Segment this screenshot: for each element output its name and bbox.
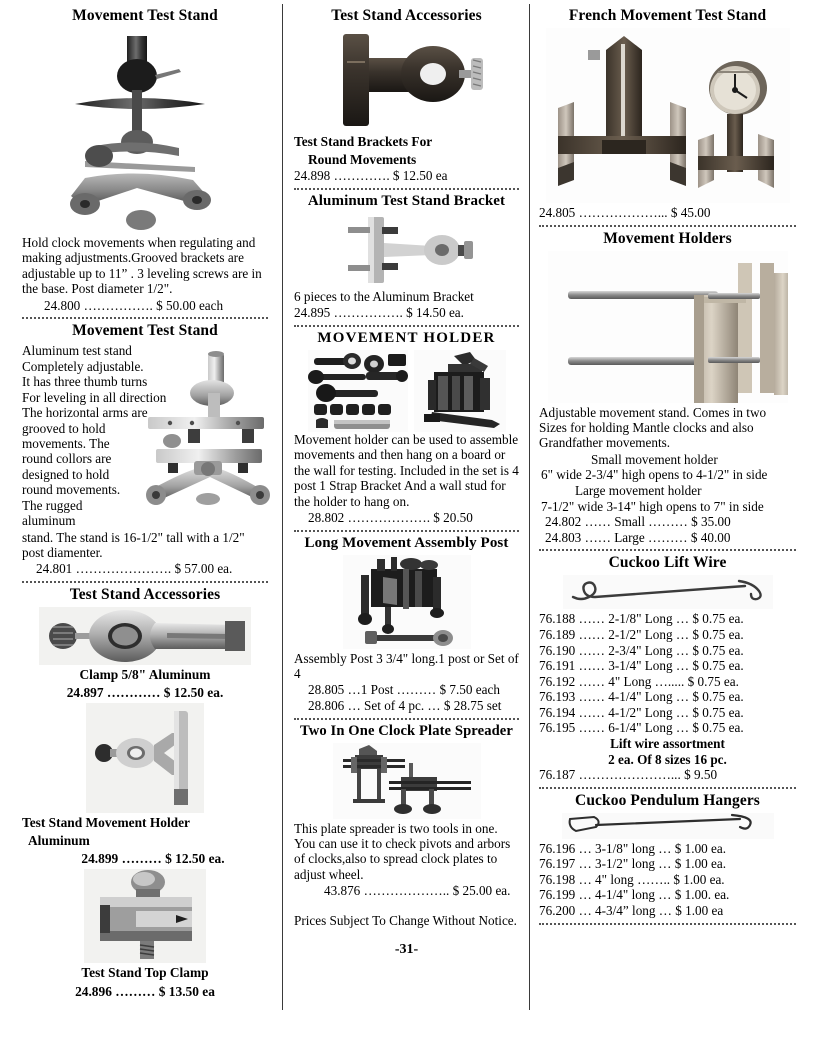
- product-description: 6 pieces to the Aluminum Bracket: [294, 288, 474, 304]
- column-1: [0, 0, 282, 1000]
- column-2: [282, 0, 529, 972]
- assortment-label: Lift wire assortment: [610, 735, 725, 751]
- long-assembly-post-photo: [343, 555, 471, 649]
- product-movement-holders: [539, 230, 796, 546]
- section-separator: [294, 188, 519, 190]
- desc-line: Aluminum test stand: [22, 343, 132, 359]
- test-stand-movement-holder-photo: [86, 703, 204, 813]
- product-aluminum-movement-test-stand: [22, 322, 268, 577]
- product-heading: Aluminum Test Stand Bracket: [307, 192, 506, 209]
- product-heading: Long Movement Assembly Post: [304, 534, 509, 551]
- price-line: 24.803 …… Large ……… $ 40.00: [545, 529, 731, 545]
- product-cuckoo-pendulum-hangers: [539, 792, 796, 919]
- price-line: 24.800 ……………. $ 50.00 each: [44, 297, 224, 313]
- section-separator: [294, 325, 519, 327]
- movement-holder-parts-photo: [308, 350, 408, 432]
- desc-line: The horizontal arms are: [22, 405, 148, 421]
- price-line: 76.198 … 4" long …….. $ 1.00 ea.: [539, 871, 725, 887]
- price-line: 76.188 …… 2-1/8" Long … $ 0.75 ea.: [539, 611, 744, 627]
- size-subhead: Small movement holder: [591, 451, 718, 467]
- desc-line: grooved to hold: [22, 420, 106, 436]
- price-line: 24.898 …………. $ 12.50 ea: [294, 168, 448, 184]
- price-line: 24.805 ………………... $ 45.00: [539, 205, 711, 220]
- price-line: 76.189 …… 2-1/2" Long … $ 0.75 ea.: [539, 626, 744, 642]
- clamp-aluminum-photo: [39, 607, 251, 665]
- product-heading: Test Stand Accessories: [69, 586, 221, 604]
- french-movement-test-stand-photo: [546, 28, 790, 203]
- price-line: 76.196 … 3-1/8" long … $ 1.00 ea.: [539, 840, 727, 856]
- product-description: Adjustable movement stand. Comes in two Sizes for holding Mantle clocks and also Grandfather movements.: [539, 404, 767, 451]
- desc-line: Completely adjustable.: [22, 358, 144, 374]
- product-caption: Test Stand Movement Holder: [22, 815, 190, 831]
- product-french-movement-test-stand: [539, 7, 796, 221]
- section-separator: [22, 317, 268, 319]
- product-description: Assembly Post 3 3/4" long.1 post or Set of 4: [294, 650, 519, 681]
- product-heading: Two In One Clock Plate Spreader: [300, 722, 513, 739]
- price-line: 76.199 … 4-1/4" long … $ 1.00. ea.: [539, 887, 730, 903]
- desc-line: round movements.: [22, 482, 121, 498]
- price-line: 24.801 …………………. $ 57.00 ea.: [36, 561, 233, 577]
- size-spec: 6" wide 2-3/4" high opens to 4-1/2" in side: [541, 467, 768, 483]
- price-line: 28.802 ………………. $ 20.50: [308, 509, 473, 525]
- product-description: [22, 343, 182, 528]
- product-long-movement-assembly-post: [294, 535, 519, 714]
- product-description-tail: stand. The stand is 16-1/2" tall with a 1/2" post diamenter.: [22, 529, 245, 561]
- size-subhead: Large movement holder: [575, 483, 702, 499]
- movement-holder-photos: [294, 350, 519, 432]
- price-line: 76.187 …………………... $ 9.50: [539, 767, 718, 783]
- section-separator: [294, 530, 519, 532]
- prices-notice: Prices Subject To Change Without Notice.: [294, 912, 517, 928]
- product-test-stand-accessories: [22, 586, 268, 1000]
- price-line: 28.806 … Set of 4 pc. … $ 28.75 set: [308, 697, 502, 713]
- product-movement-holder: [294, 330, 519, 526]
- price-line: 43.876 ……………….. $ 25.00 ea.: [324, 883, 511, 899]
- product-clock-plate-spreader: [294, 723, 519, 959]
- price-line: 24.895 ……………. $ 14.50 ea.: [294, 305, 464, 321]
- page-number: -31-: [394, 942, 419, 958]
- movement-holder-assembled-photo: [414, 350, 506, 432]
- price-line: 76.194 …… 4-1/2" Long … $ 0.75 ea.: [539, 704, 744, 720]
- test-stand-top-clamp-photo: [84, 869, 206, 963]
- product-description: Hold clock movements when regulating and making adjustments.Grooved brackets are adjustable up to 11” . 3 leveling screws are in the base. Post diameter 1/2".: [22, 235, 262, 297]
- cuckoo-pendulum-hanger-photo: [562, 813, 774, 839]
- product-heading: French Movement Test Stand: [568, 7, 767, 24]
- desc-line: movements. The: [22, 435, 110, 451]
- cuckoo-lift-wire-photo: [563, 575, 773, 609]
- product-caption: Test Stand Brackets For: [294, 134, 433, 149]
- section-separator: [539, 225, 796, 227]
- desc-line: round collors are: [22, 451, 112, 467]
- size-spec: 7-1/2" wide 3-14" high opens to 7" in side: [541, 498, 764, 514]
- product-movement-test-stand: [22, 7, 268, 313]
- desc-line: For leveling in all direction: [22, 389, 167, 405]
- price-line: 76.197 … 3-1/2" long … $ 1.00 ea.: [539, 856, 727, 872]
- movement-test-stand-photo: [55, 28, 235, 233]
- price-line: 76.191 …… 3-1/4" Long … $ 0.75 ea.: [539, 658, 744, 674]
- section-separator: [539, 549, 796, 551]
- desc-line: It has three thumb turns: [22, 374, 148, 390]
- price-line: 76.195 …… 6-1/4" Long … $ 0.75 ea.: [539, 720, 744, 736]
- price-line: 76.190 …… 2-3/4" Long … $ 0.75 ea.: [539, 642, 744, 658]
- assortment-detail: 2 ea. Of 8 sizes 16 pc.: [608, 751, 727, 767]
- product-test-stand-brackets: [294, 7, 519, 184]
- product-description: This plate spreader is two tools in one. You can use it to check pivots and arbors of clocks,also to spread clock plates to adjust wheel.: [294, 820, 511, 882]
- product-subcaption: Aluminum: [28, 833, 90, 849]
- price-line: 76.192 …… 4" Long …..... $ 0.75 ea.: [539, 673, 739, 689]
- product-heading: Cuckoo Lift Wire: [608, 554, 727, 572]
- section-separator: [539, 923, 796, 925]
- column-3: [529, 0, 816, 928]
- section-separator: [294, 718, 519, 720]
- product-caption: Clamp 5/8" Aluminum: [79, 667, 211, 683]
- product-heading: Movement Test Stand: [72, 322, 218, 340]
- price-line: 76.193 …… 4-1/4" Long … $ 0.75 ea.: [539, 689, 744, 705]
- aluminum-test-stand-bracket-photo: [336, 213, 478, 287]
- product-aluminum-test-stand-bracket: [294, 193, 519, 321]
- price-line: 24.897 ………… $ 12.50 ea.: [66, 685, 224, 701]
- price-line: 76.200 … 4-3/4” long … $ 1.00 ea: [539, 903, 724, 919]
- plate-spreader-photo: [333, 743, 481, 819]
- product-heading: Movement Holders: [603, 229, 732, 247]
- product-description: Movement holder can be used to assemble movements and then hang on a board or the wall for testing. Included in the set is 4 post 1 Strap Bracket And a wall stud for the holder to hang on.: [294, 431, 519, 509]
- product-cuckoo-lift-wire: [539, 554, 796, 782]
- price-line: 24.802 …… Small ……… $ 35.00: [545, 514, 731, 530]
- section-separator: [539, 787, 796, 789]
- price-line: 28.805 …1 Post ……… $ 7.50 each: [308, 682, 500, 698]
- desc-line: aluminum: [22, 513, 76, 529]
- product-heading: Cuckoo Pendulum Hangers: [575, 791, 760, 809]
- desc-line: designed to hold: [22, 466, 110, 482]
- test-stand-bracket-photo: [329, 28, 485, 132]
- product-heading: Test Stand Accessories: [331, 7, 482, 24]
- price-line: 24.899 ……… $ 12.50 ea.: [81, 851, 225, 867]
- movement-holders-photo: [548, 251, 788, 403]
- section-separator: [22, 581, 268, 583]
- product-heading: Movement Test Stand: [72, 7, 218, 24]
- product-heading: MOVEMENT HOLDER: [317, 329, 496, 346]
- desc-line: The rugged: [22, 497, 83, 513]
- price-line: 24.896 ……… $ 13.50 ea: [75, 983, 215, 999]
- product-caption: Test Stand Top Clamp: [81, 965, 209, 981]
- product-caption: Round Movements: [308, 152, 417, 168]
